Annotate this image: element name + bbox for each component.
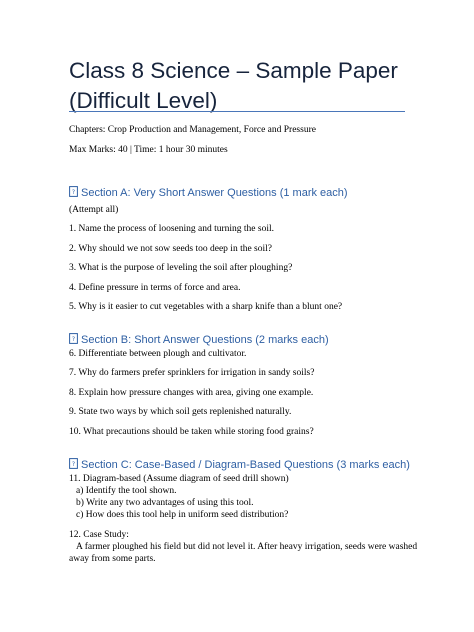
question-5: 5. Why is it easier to cut vegetables with a sharp knife than a blunt one? xyxy=(69,302,343,312)
question-8: 8. Explain how pressure changes with area, giving one example. xyxy=(69,388,314,398)
section-b-title: Section B: Short Answer Questions (2 marks each) xyxy=(81,334,329,346)
box-glyph-icon xyxy=(69,458,78,469)
section-c-heading xyxy=(69,458,410,471)
case-study-text-line-1: A farmer ploughed his field but did not level it. After heavy irrigation, seeds were washed xyxy=(76,542,418,552)
page-title: Class 8 Science – Sample Paper (Difficult Level) xyxy=(69,58,398,113)
case-study-text-line-2: away from some parts. xyxy=(69,554,156,564)
question-2: 2. Why should we not sow seeds too deep in the soil? xyxy=(69,244,272,254)
section-c-title: Section C: Case-Based / Diagram-Based Questions (3 marks each) xyxy=(81,459,410,471)
question-12: 12. Case Study: xyxy=(69,530,129,540)
question-11: 11. Diagram-based (Assume diagram of seed drill shown) xyxy=(69,474,289,484)
question-9: 9. State two ways by which soil gets replenished naturally. xyxy=(69,407,292,417)
question-6: 6. Differentiate between plough and cultivator. xyxy=(69,349,247,359)
svg-text:?: ? xyxy=(71,189,76,196)
question-1: 1. Name the process of loosening and turning the soil. xyxy=(69,224,275,234)
section-b-heading xyxy=(69,333,329,346)
question-11-part-b: b) Write any two advantages of using this tool. xyxy=(76,498,254,508)
question-11-part-a: a) Identify the tool shown. xyxy=(76,486,177,496)
box-glyph-icon xyxy=(69,186,78,197)
marks-time-line: Max Marks: 40 | Time: 1 hour 30 minutes xyxy=(69,145,228,155)
question-4: 4. Define pressure in terms of force and area. xyxy=(69,283,241,293)
box-glyph-icon xyxy=(69,333,78,344)
section-a-title: Section A: Very Short Answer Questions (1 mark each) xyxy=(81,187,348,199)
question-7: 7. Why do farmers prefer sprinklers for irrigation in sandy soils? xyxy=(69,368,315,378)
section-a-heading xyxy=(69,186,348,199)
chapters-line: Chapters: Crop Production and Management, Force and Pressure xyxy=(69,125,316,135)
question-11-part-c: c) How does this tool help in uniform seed distribution? xyxy=(76,510,289,520)
section-a-note: (Attempt all) xyxy=(69,205,119,215)
svg-text:?: ? xyxy=(71,461,76,468)
question-3: 3. What is the purpose of leveling the soil after ploughing? xyxy=(69,263,293,273)
title-divider xyxy=(69,111,405,112)
svg-text:?: ? xyxy=(71,336,76,343)
question-10: 10. What precautions should be taken while storing food grains? xyxy=(69,427,314,437)
